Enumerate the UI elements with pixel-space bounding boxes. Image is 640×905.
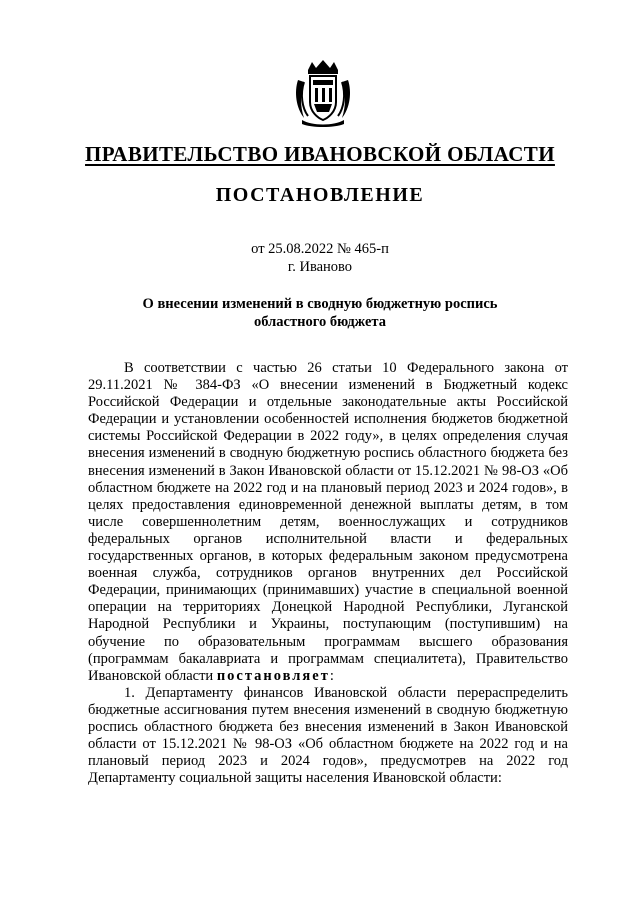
title-line-2: областного бюджета: [254, 314, 386, 330]
preamble-text: В соответствии с частью 26 статьи 10 Федерального закона от 29.11.2021 № 384-ФЗ «О внесении изменений в Бюджетный кодекс Российской Федерации и отдельные законодательные акты Российской Федерации и установлении особенностей исполнения бюджетов бюджетной системы Российской Федерации в 2022 году», в целях определения случая внесения изменений в сводную бюджетную роспись областного бюджета без внесения изменений в Закон Ивановской области от 15.12.2021 № 98-ОЗ «Об областном бюджете на 2022 год и на плановый период 2023 и 2024 годов», в целях предоставления единовременной денежной выплаты детям, в том числе совершеннолетним детям, военнослужащих и сотрудников федеральных органов исполнительной власти и федеральных государственных органов, в которых федеральным законом предусмотрена военная служба, сотрудников органов внутренних дел Российской Федерации, принимающих (принимавших) участие в специальной военной операции на территориях Донецкой Народной Республики, Луганской Народной Республики и Украины, поступающим (поступившим) на обучение по образовательным программам высшего образования (программам бакалавриата и программам специалитета), Правительство Ивановской области: [88, 360, 568, 684]
paragraph-item-1: 1. Департаменту финансов Ивановской области перераспределить бюджетные ассигнования путем внесения изменений в сводную бюджетную роспись областного бюджета без внесения изменений в Закон Ивановской области от 15.12.2021 № 98-ОЗ «Об областном бюджете на 2022 год и на плановый период 2023 и 2024 годов», предусмотрев на 2022 год Департаменту социальной защиты населения Ивановской области:: [88, 684, 568, 787]
document-body: [88, 360, 568, 787]
document-meta: [0, 240, 640, 276]
decides-colon: :: [329, 667, 334, 684]
decides-word: постановляет: [216, 667, 330, 684]
title-line-1: О внесении изменений в сводную бюджетную роспись: [142, 296, 498, 312]
coat-of-arms-icon: [294, 58, 352, 128]
paragraph-preamble: [88, 360, 568, 685]
date-number: от 25.08.2022 № 465-п: [251, 241, 389, 257]
document-title: [60, 295, 580, 331]
organization-title: ПРАВИТЕЛЬСТВО ИВАНОВСКОЙ ОБЛАСТИ: [85, 142, 555, 166]
document-type: ПОСТАНОВЛЕНИЕ: [215, 184, 425, 206]
city: г. Иваново: [287, 259, 353, 275]
